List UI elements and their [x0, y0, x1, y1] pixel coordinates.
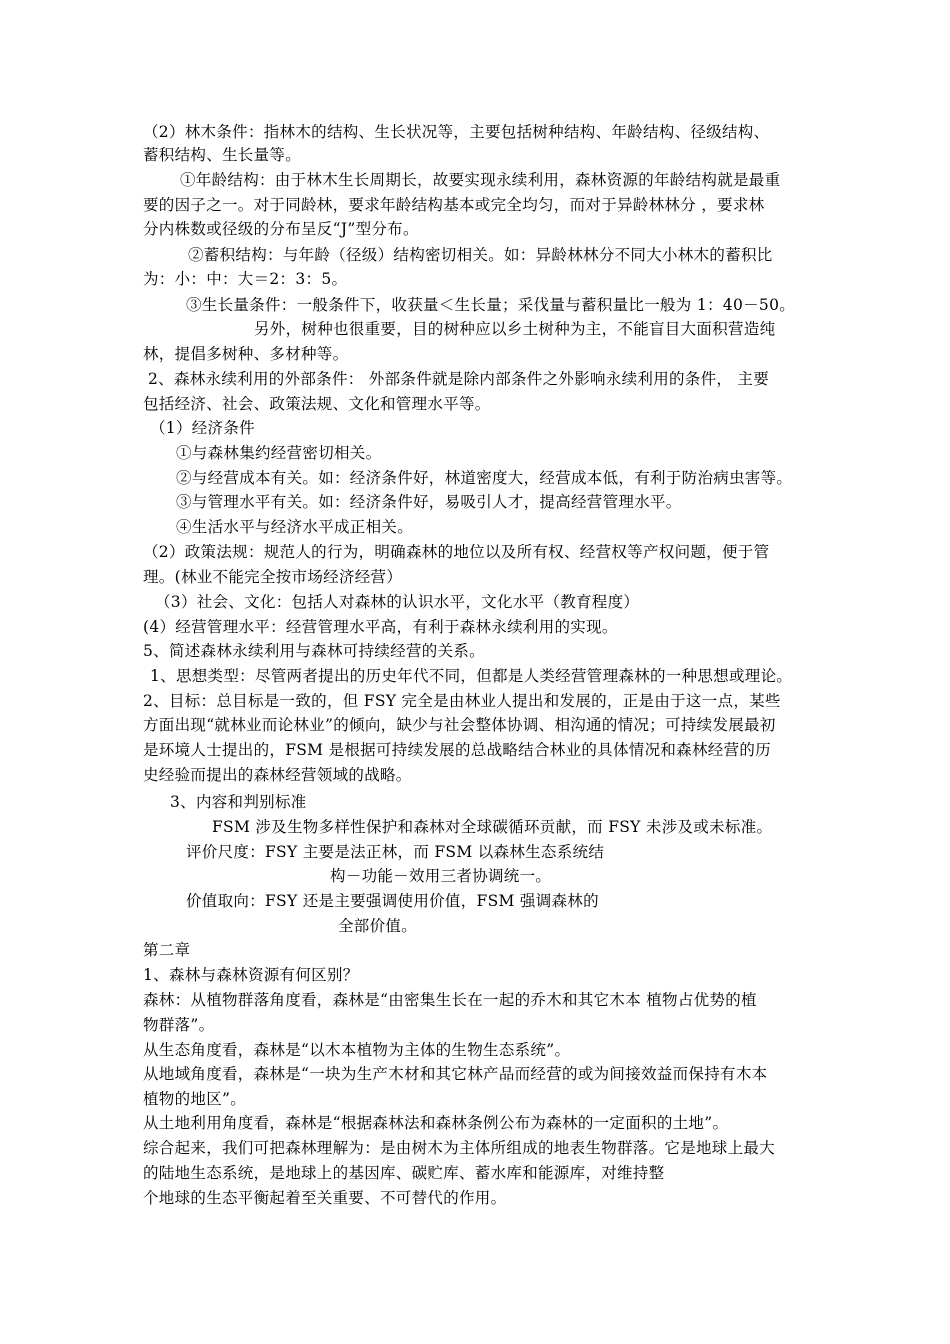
text-line: 价值取向：FSY 还是主要强调使用价值，FSM 强调森林的 [186, 892, 599, 910]
text-line: ④生活水平与经济水平成正相关。 [176, 518, 414, 536]
text-line: 为：小：中：大＝2：3：5。 [143, 270, 348, 288]
text-line: 2、森林永续利用的外部条件： 外部条件就是除内部条件之外影响永续利用的条件， 主要 [148, 370, 770, 388]
text-line: 分内株数或径级的分布呈反“J”型分布。 [143, 220, 419, 238]
text-line: FSM 涉及生物多样性保护和森林对全球碳循环贡献，而 FSY 未涉及或未标准。 [212, 818, 773, 836]
text-line: 1、思想类型：尽管两者提出的历史年代不同，但都是人类经营管理森林的一种思想或理论。 [150, 667, 793, 685]
text-line: 包括经济、社会、政策法规、文化和管理水平等。 [143, 395, 491, 413]
text-line: ③与管理水平有关。如：经济条件好，易吸引人才，提高经营管理水平。 [176, 493, 682, 511]
text-line: ①年龄结构：由于林木生长周期长，故要实现永续利用，森林资源的年龄结构就是最重 [180, 171, 781, 189]
text-line: 3、内容和判别标准 [170, 793, 307, 811]
text-line: （2）林木条件：指林木的结构、生长状况等，主要包括树种结构、年龄结构、径级结构、 [143, 123, 770, 141]
chapter-heading: 第二章 [143, 941, 191, 959]
text-line: 的陆地生态系统，是地球上的基因库、碳贮库、蓄水库和能源库，对维持整 [143, 1164, 665, 1182]
text-line: ②与经营成本有关。如：经济条件好，林道密度大，经营成本低，有利于防治病虫害等。 [176, 469, 793, 487]
text-line: 森林：从植物群落角度看，森林是“由密集生长在一起的乔木和其它木本 植物占优势的植 [143, 991, 757, 1009]
text-line: 个地球的生态平衡起着至关重要、不可替代的作用。 [143, 1189, 507, 1207]
text-line: 综合起来，我们可把森林理解为：是由树木为主体所组成的地表生物群落。它是地球上最大 [143, 1139, 776, 1157]
text-line: 评价尺度：FSY 主要是法正林，而 FSM 以森林生态系统结 [186, 843, 605, 861]
text-line: (4）经营管理水平：经营管理水平高，有利于森林永续利用的实现。 [143, 618, 618, 636]
text-line: （1）经济条件 [150, 419, 255, 437]
text-line: 2、目标：总目标是一致的，但 FSY 完全是由林业人提出和发展的，正是由于这一点，某些 [143, 692, 781, 710]
text-line: 史经验而提出的森林经营领域的战略。 [143, 766, 412, 784]
text-line: 从土地利用角度看，森林是“根据森林法和森林条例公布为森林的一定面积的土地”。 [143, 1114, 729, 1132]
text-line: 林，提倡多树种、多材种等。 [143, 345, 349, 363]
text-line: 蓄积结构、生长量等。 [143, 146, 302, 164]
text-line: 物群落”。 [143, 1016, 215, 1034]
text-line: 植物的地区”。 [143, 1090, 247, 1108]
text-line: 理。(林业不能完全按市场经济经营） [143, 568, 403, 586]
text-line: 方面出现“就林业而论林业”的倾向，缺少与社会整体协调、相沟通的情况；可持续发展最初 [143, 716, 776, 734]
text-line: 从生态角度看，森林是“以木本植物为主体的生物生态系统”。 [143, 1041, 571, 1059]
text-line: 1、森林与森林资源有何区别？ [143, 966, 359, 984]
text-line: 5、简述森林永续利用与森林可持续经营的关系。 [143, 642, 485, 660]
text-line: ①与森林集约经营密切相关。 [176, 444, 382, 462]
text-line: ②蓄积结构：与年龄（径级）结构密切相关。如：异龄林林分不同大小林木的蓄积比 [188, 246, 773, 264]
text-line: ③生长量条件：一般条件下，收获量＜生长量；采伐量与蓄积量比一般为 1：40－50。 [186, 296, 796, 314]
text-line: 要的因子之一。对于同龄林，要求年龄结构基本或完全均匀，而对于异龄林林分 ，要求林 [143, 196, 765, 214]
text-line: 另外，树种也很重要，目的树种应以乡土树种为主，不能盲目大面积营造纯 [254, 320, 776, 338]
text-line: 从地域角度看，森林是“一块为生产木材和其它林产品而经营的或为间接效益而保持有木本 [143, 1065, 768, 1083]
text-line: （2）政策法规：规范人的行为，明确森林的地位以及所有权、经营权等产权问题，便于管 [143, 543, 770, 561]
text-line: （3）社会、文化：包括人对森林的认识水平，文化水平（教育程度） [155, 593, 640, 611]
text-line: 全部价值。 [338, 917, 418, 935]
text-line: 构－功能－效用三者协调统一。 [330, 867, 552, 885]
text-line: 是环境人士提出的，FSM 是根据可持续发展的总战略结合林业的具体情况和森林经营的历 [143, 741, 771, 759]
